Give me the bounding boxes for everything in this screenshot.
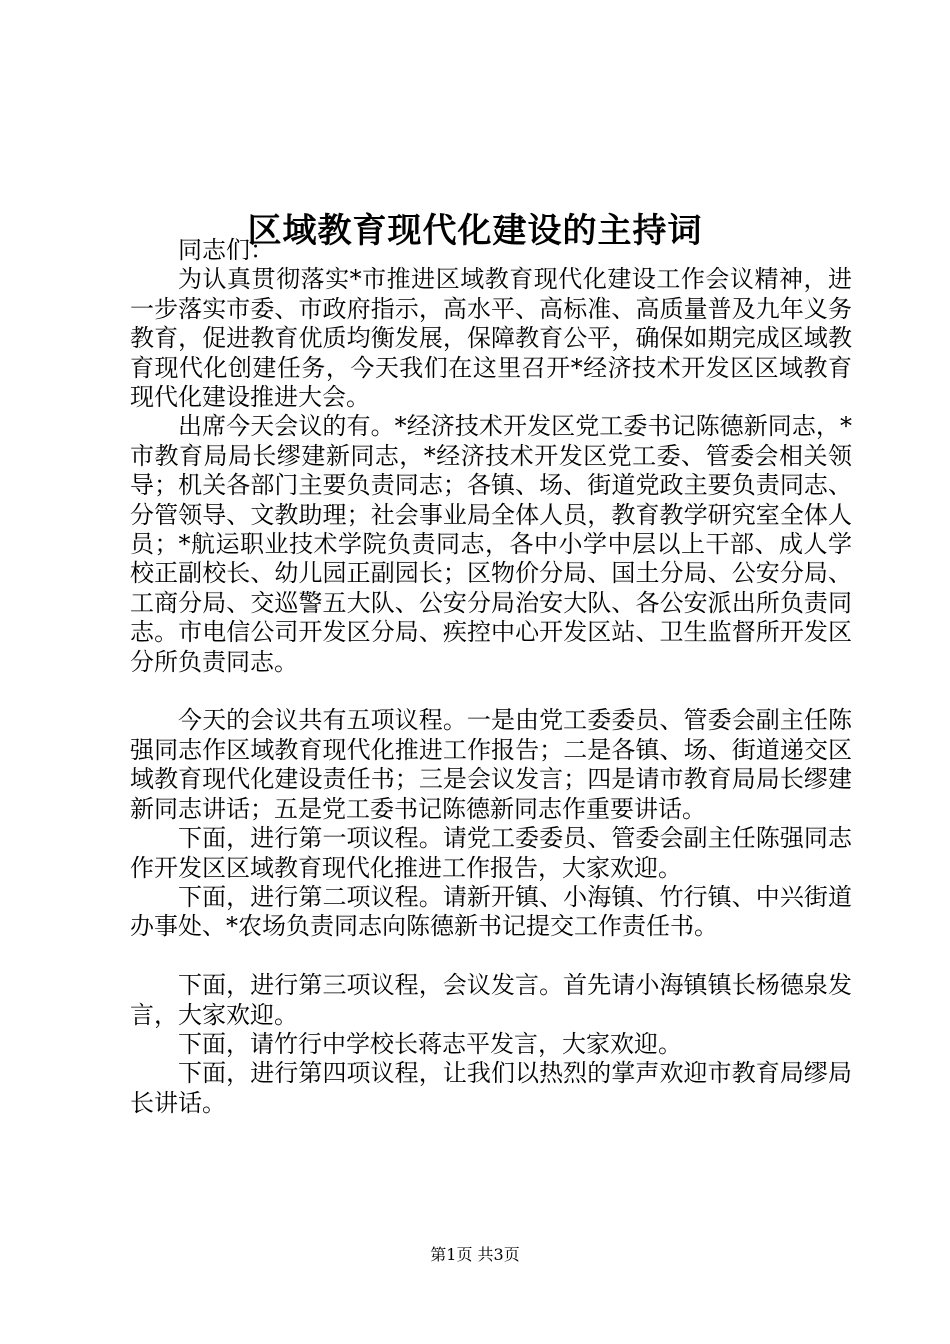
document-title: 区域教育现代化建设的主持词: [247, 210, 703, 251]
body-paragraph-agenda: 今天的会议共有五项议程。一是由党工委委员、管委会副主任陈强同志作区域教育现代化推进工作报告；二是各镇、场、街道递交区域教育现代化建设责任书；三是会议发言；四是请市教育局局长缪建新同志讲话；五是党工委书记陈德新同志作重要讲话。: [130, 706, 852, 823]
body-paragraph-purpose: 为认真贯彻落实*市推进区域教育现代化建设工作会议精神，进一步落实市委、市政府指示，高水平、高标准、高质量普及九年义务教育，促进教育优质均衡发展，保障教育公平，确保如期完成区域教育现代化创建任务，今天我们在这里召开*经济技术开发区区域教育现代化建设推进大会。: [130, 265, 852, 412]
body-paragraph-item-3: 下面，进行第三项议程，会议发言。首先请小海镇镇长杨德泉发言，大家欢迎。: [130, 971, 852, 1029]
body-paragraph-item-3-speaker: 下面，请竹行中学校长蒋志平发言，大家欢迎。: [178, 1029, 682, 1058]
body-paragraph-item-1: 下面，进行第一项议程。请党工委委员、管委会副主任陈强同志作开发区区域教育现代化推进工作报告，大家欢迎。: [130, 824, 852, 882]
document-body: [130, 236, 852, 1118]
salutation-paragraph: 同志们：: [178, 236, 274, 264]
body-paragraph-item-2: 下面，进行第二项议程。请新开镇、小海镇、竹行镇、中兴街道办事处、*农场负责同志向陈德新书记提交工作责任书。: [130, 882, 852, 941]
body-paragraph-attendees: 出席今天会议的有。*经济技术开发区党工委书记陈德新同志，*市教育局局长缪建新同志，*经济技术开发区党工委、管委会相关领导；机关各部门主要负责同志；各镇、场、街道党政主要负责同志、分管领导、文教助理；社会事业局全体人员，教育教学研究室全体人员；*航运职业技术学院负责同志，各中小学中层以上干部、成人学校正副校长、幼儿园正副园长；区物价分局、国土分局、公安分局、工商分局、交巡警五大队、公安分局治安大队、各公安派出所负责同志。市电信公司开发区分局、疾控中心开发区站、卫生监督所开发区分所负责同志。: [130, 412, 852, 676]
body-paragraph-item-4: 下面，进行第四项议程，让我们以热烈的掌声欢迎市教育局缪局长讲话。: [130, 1059, 852, 1117]
page-number-footer: 第1页 共3页: [430, 1245, 520, 1264]
